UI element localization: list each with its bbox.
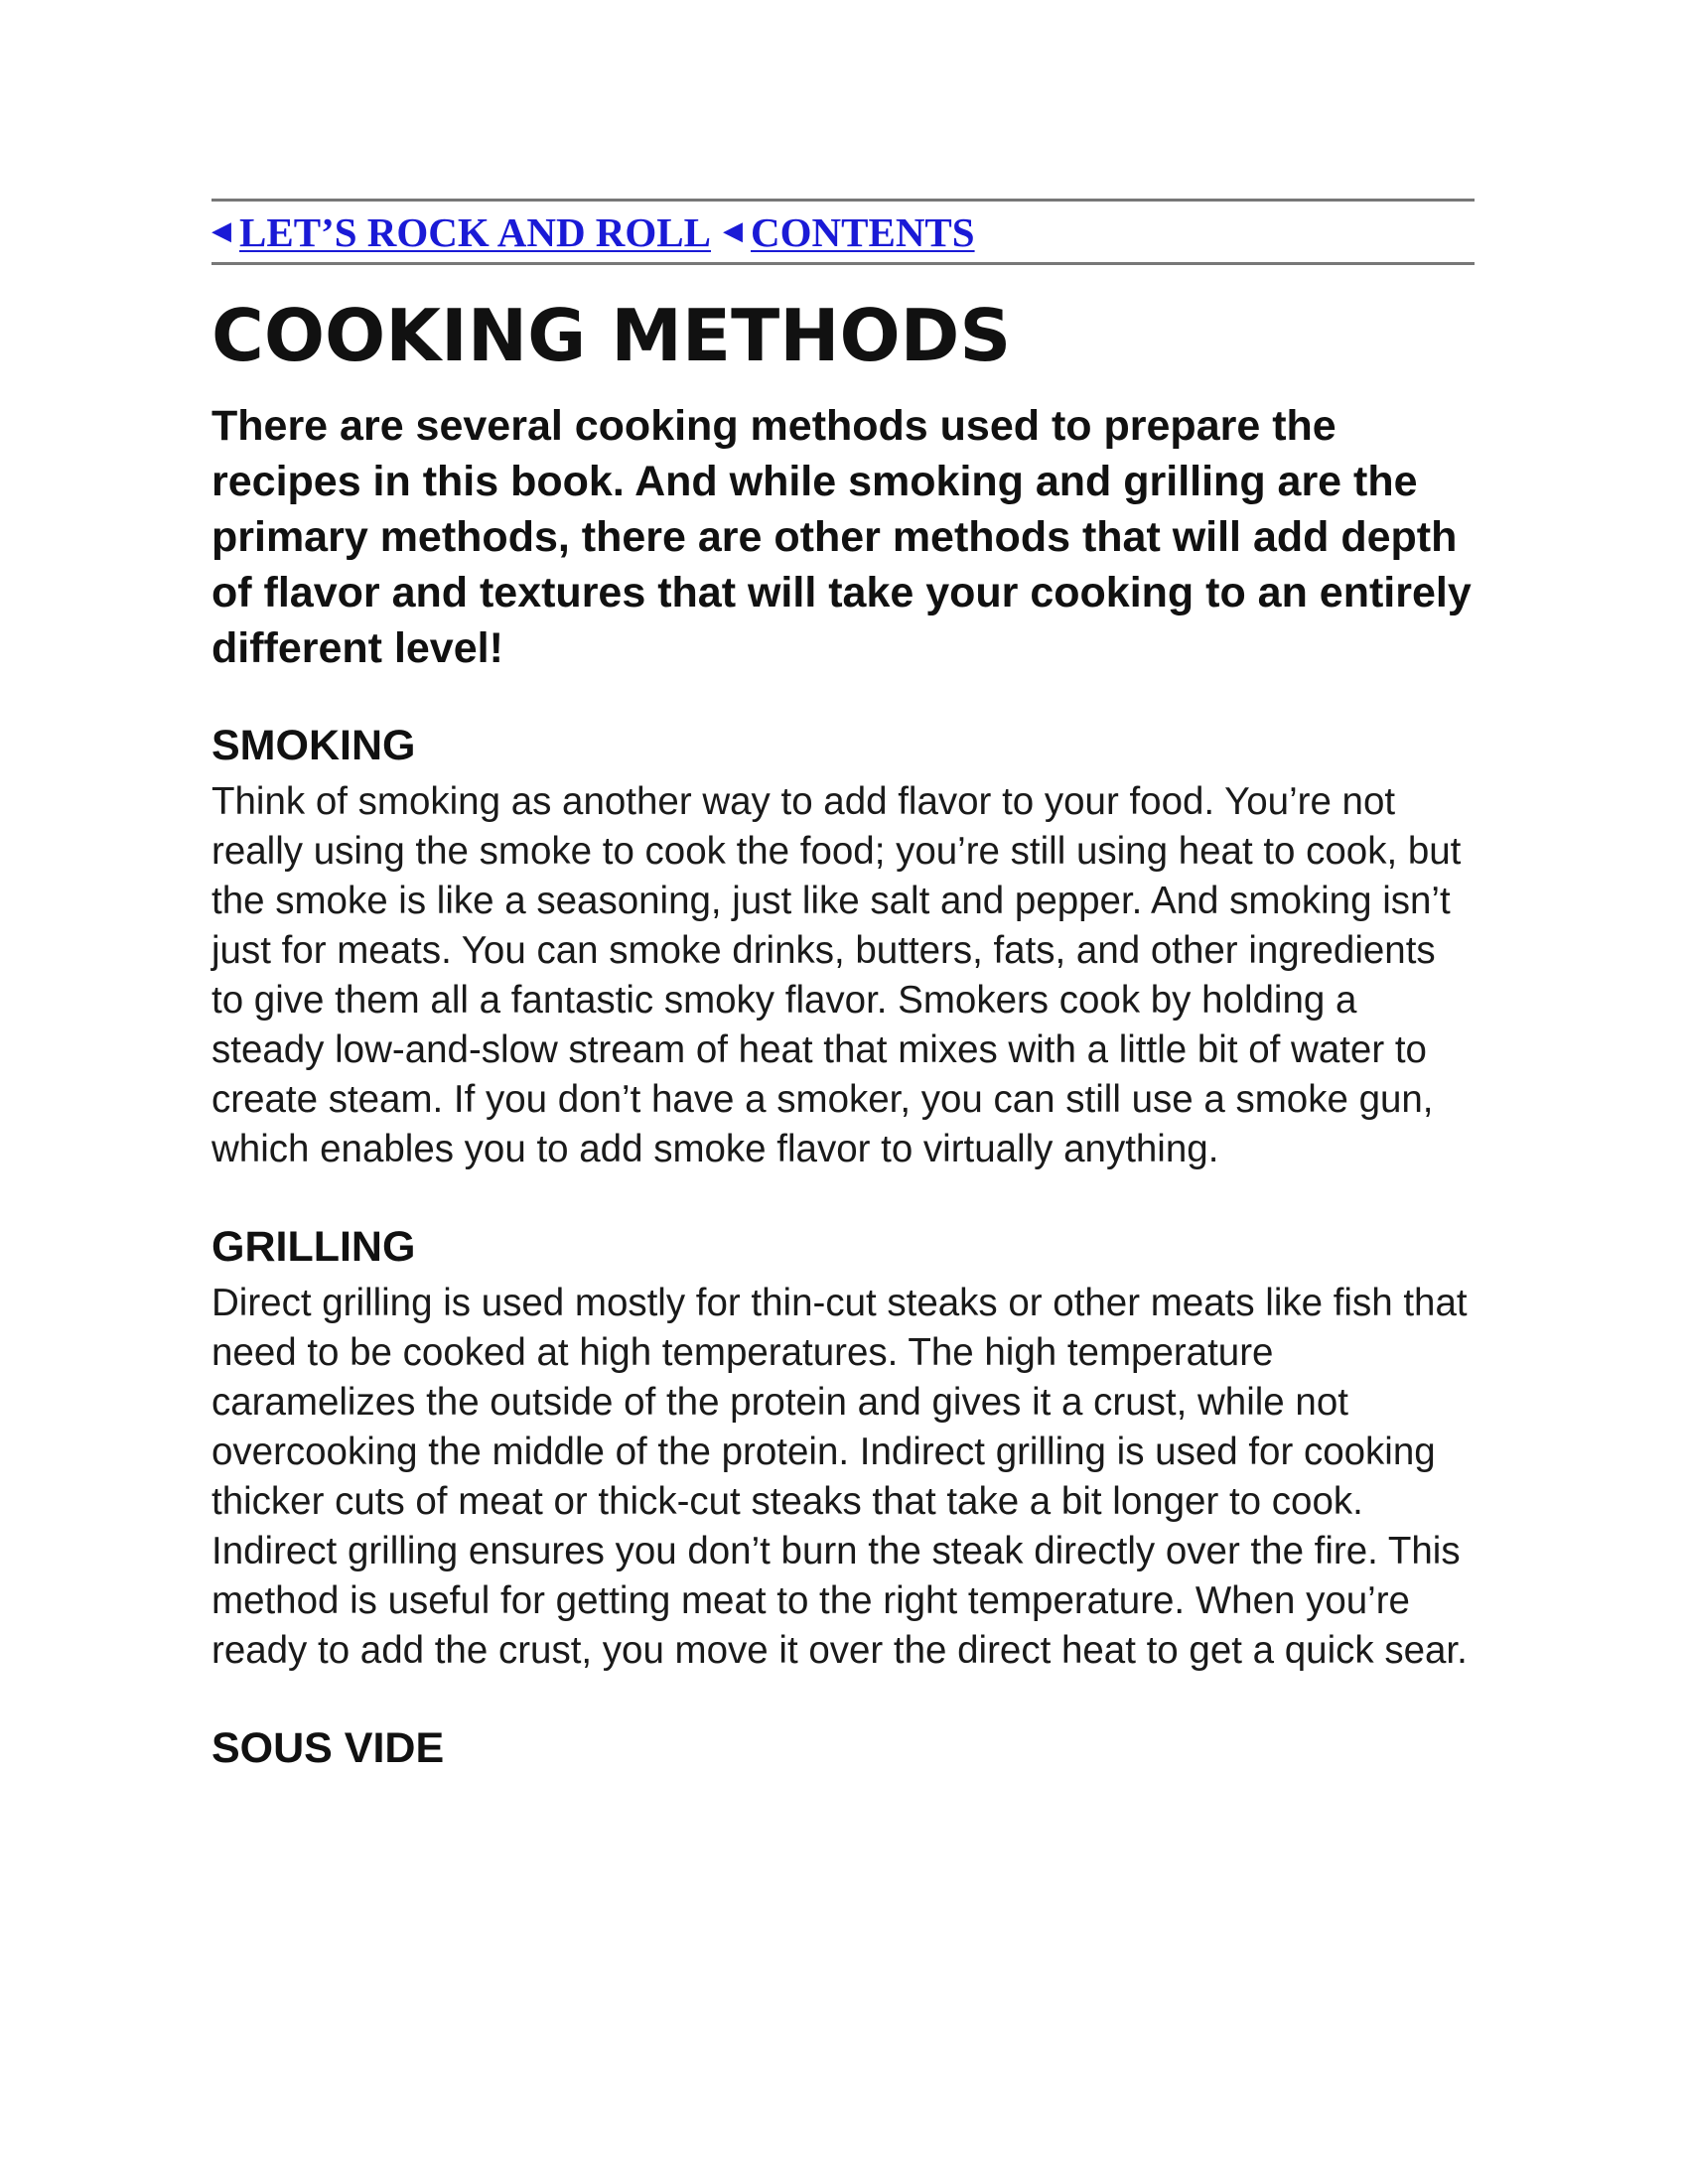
section-heading-sous-vide: SOUS VIDE [211, 1724, 445, 1772]
intro-paragraph: There are several cooking methods used to prepare the recipes in this book. And while smoking and grilling are the primary methods, there are other methods that will add depth of flavor and textures that will take your cooking to an entirely different level! [211, 402, 1472, 672]
prev-chapter-link[interactable]: LET’S ROCK AND ROLL [239, 208, 712, 255]
section-heading-grilling: GRILLING [211, 1223, 416, 1271]
back-arrow-icon: ◀ [211, 215, 231, 245]
page-title: COOKING METHODS [211, 294, 1012, 377]
page-content [211, 199, 1475, 1776]
section-heading-smoking: SMOKING [211, 722, 416, 769]
back-arrow-icon: ◀ [723, 215, 744, 245]
section-body-grilling: Direct grilling is used mostly for thin-cut steaks or other meats like fish that need to be cooked at high temperatures. The high temperature caramelizes the outside of the protein and gives it a crust, while not overcooking the middle of the protein. Indirect grilling is used for cooking thicker cuts of meat or thick-cut steaks that take a bit longer to cook. Indirect grilling ensures you don’t burn the steak directly over the fire. This method is useful for getting meat to the right temperature. When you’re ready to add the crust, you move it over the direct heat to get a quick sear. [211, 1282, 1468, 1672]
contents-link[interactable]: CONTENTS [751, 208, 975, 255]
section-body-smoking: Think of smoking as another way to add flavor to your food. You’re not really using the smoke to cook the food; you’re still using heat to cook, but the smoke is like a seasoning, just like salt and pepper. And smoking isn’t just for meats. You can smoke drinks, butters, fats, and other ingredients to give them all a fantastic smoky flavor. Smokers cook by holding a steady low-and-slow stream of heat that mixes with a little bit of water to create steam. If you don’t have a smoker, you can still use a smoke gun, which enables you to add smoke flavor to virtually anything. [211, 780, 1462, 1170]
navigation-bar [211, 199, 1475, 265]
